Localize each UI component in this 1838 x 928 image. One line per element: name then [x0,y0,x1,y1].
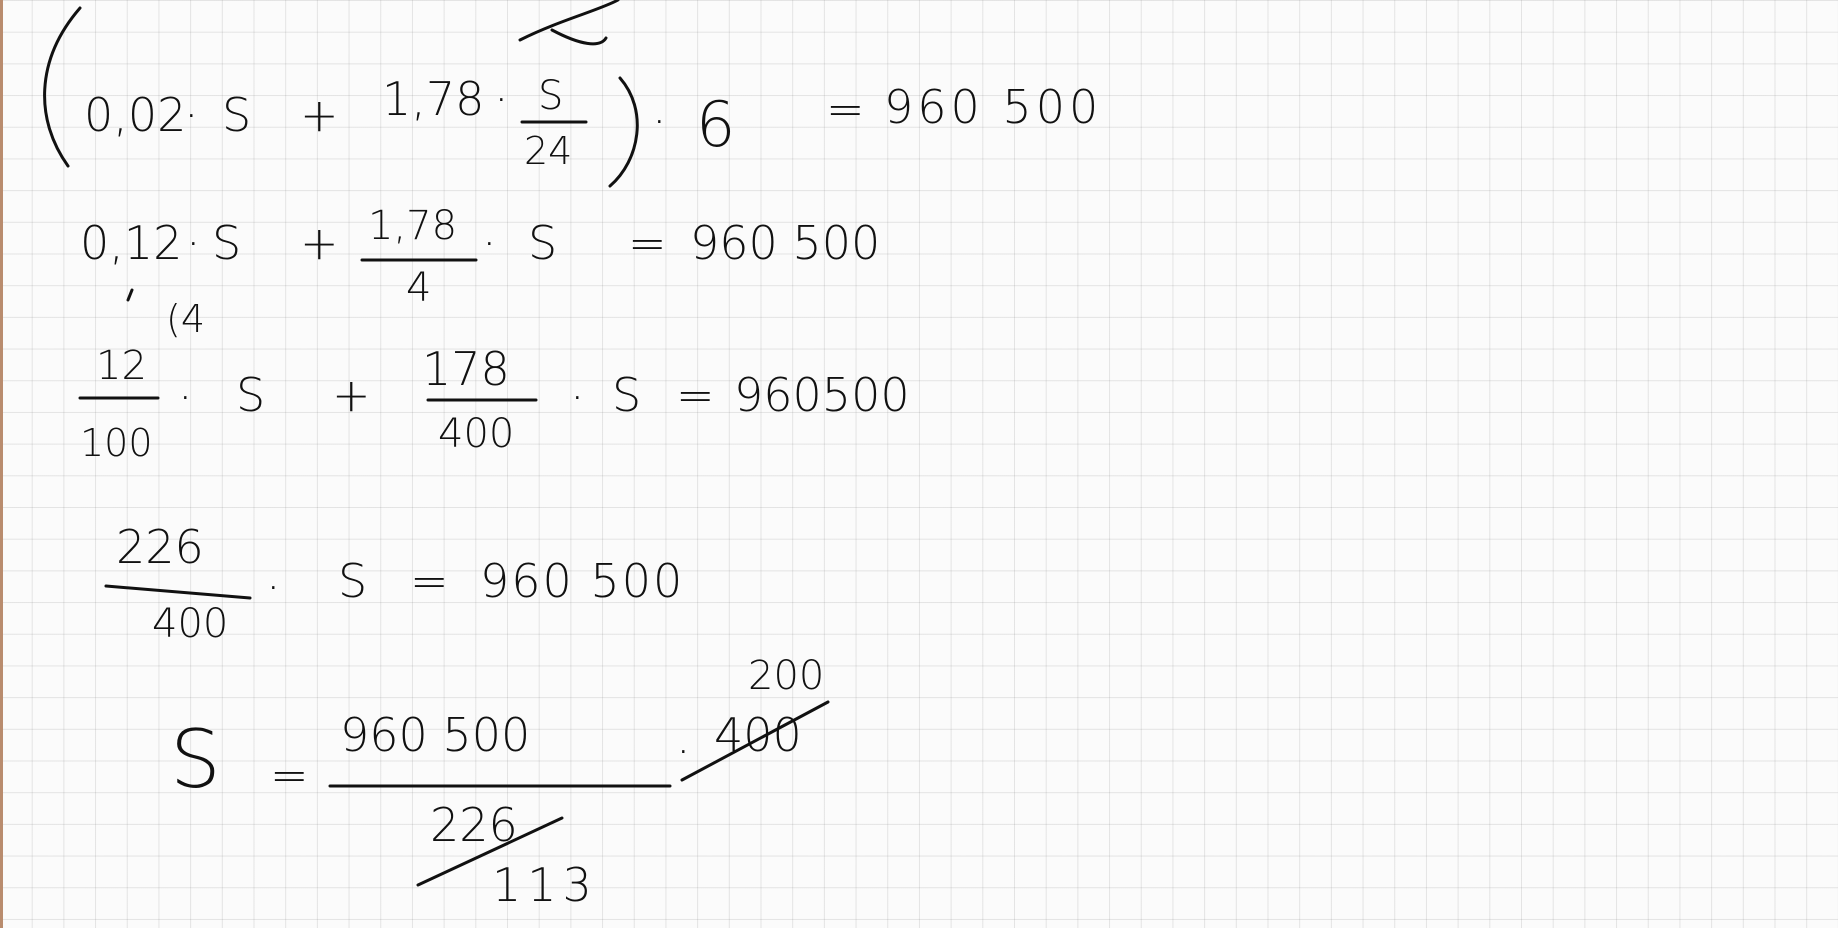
line5-den-reduced: 113 [492,858,598,912]
line3-frac1-den: 100 [80,421,153,465]
open-paren-stroke [45,8,80,166]
line1-plus: + [300,88,339,142]
line1-frac-den: 24 [524,129,573,173]
line3-plus: + [332,368,371,422]
line2-comma-mark [128,290,132,300]
line1-mult: 6 [696,88,736,161]
line4-frac-num: 226 [116,520,204,574]
line3-dot2: · [570,370,585,424]
line3-dot1: · [178,370,193,424]
line3-frac2-num: 178 [422,342,510,396]
line3-s2: S [612,368,642,422]
line3-s1: S [236,368,266,422]
line4-eq: = [410,554,449,608]
line5-dot: · [676,724,691,778]
line2-rhs: 960 500 [690,216,881,270]
line4-s: S [338,554,368,608]
close-paren-stroke [610,78,637,186]
line1-dot2: · [494,72,509,126]
line2-dot2: · [482,216,497,270]
line2-frac-num: 1,78 [368,203,458,249]
line1-dot3: · [652,94,667,148]
line1-dot1: · [184,88,199,142]
line2-s1: S [212,216,242,270]
line2-eq: = [628,216,667,270]
line5-mult: 400 [714,708,802,762]
line5-mult-reduced: 200 [748,653,825,699]
line5-eq: = [270,748,309,802]
line1-eq: = [826,82,865,136]
line4-dot: · [266,560,281,614]
line3-eq: = [676,368,715,422]
line3-frac1-num: 12 [96,343,147,389]
line2-s2: S [528,216,558,270]
line4-frac-den: 400 [152,601,229,647]
line1-s1: S [222,88,252,142]
line5-s: S [170,713,221,806]
line1-frac-num: S [538,73,564,119]
line5-frac-num: 960 500 [340,708,531,762]
line4-rhs: 960 500 [480,554,685,608]
line2-term1: 0,12 [80,216,183,270]
line5-frac-den: 226 [430,798,518,852]
line2-plus: + [300,216,339,270]
line2-dot1: · [186,216,201,270]
line4-fraction-bar [106,586,250,598]
line1-rhs: 960 500 [884,80,1103,134]
line2-annotation: (4 [166,297,206,341]
line1-term1: 0,02 [84,88,187,142]
top-squiggle-stroke [520,0,618,44]
line3-frac2-den: 400 [438,411,515,457]
line3-rhs: 960500 [734,368,910,422]
line2-frac-den: 4 [406,265,432,311]
line1-coef: 1,78 [382,72,485,126]
